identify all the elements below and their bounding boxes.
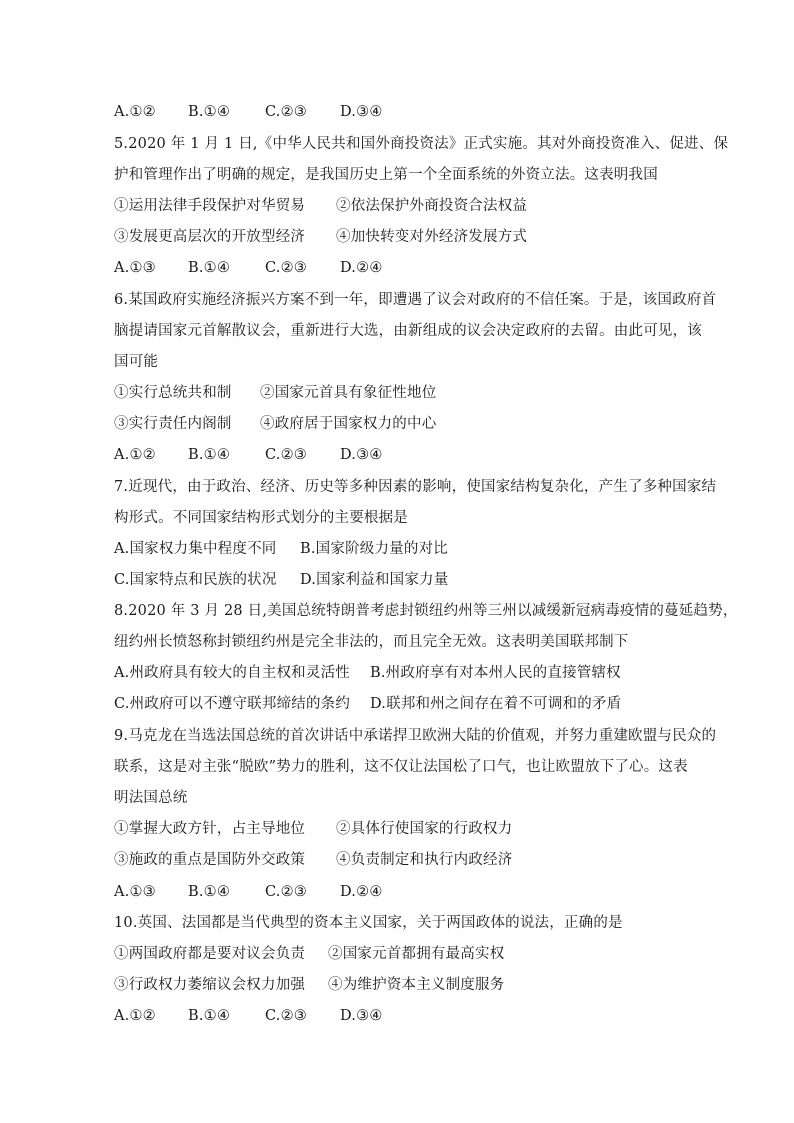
q6-statements-row-2 bbox=[114, 414, 436, 434]
q4-option-a: A.①② bbox=[114, 104, 156, 120]
q10-statement-3: ③行政权力萎缩议会权力加强 bbox=[114, 977, 306, 993]
q6-statement-2: ②国家元首具有象征性地位 bbox=[260, 385, 437, 401]
q9-option-b: B.①④ bbox=[188, 884, 231, 900]
q6-statements-row-1 bbox=[114, 383, 436, 403]
q10-statement-2: ②国家元首都拥有最高实权 bbox=[328, 946, 505, 962]
q7-option-b: B.国家阶级力量的对比 bbox=[300, 541, 448, 557]
q9-options bbox=[114, 882, 410, 902]
q8-options-row-2 bbox=[114, 694, 621, 714]
q5-statement-4: ④加快转变对外经济发展方式 bbox=[336, 229, 528, 245]
q5-option-d: D.②④ bbox=[340, 260, 383, 276]
q5-statements-row-2 bbox=[114, 227, 527, 247]
q7-option-d: D.国家利益和国家力量 bbox=[300, 572, 449, 588]
q10-option-c: C.②③ bbox=[265, 1008, 307, 1024]
q4-option-b: B.①④ bbox=[188, 104, 231, 120]
q10-options bbox=[114, 1006, 410, 1026]
q9-option-a: A.①③ bbox=[114, 884, 156, 900]
q8-option-b: B.州政府享有对本州人民的直接管辖权 bbox=[370, 665, 621, 681]
q4-option-d: D.③④ bbox=[340, 104, 383, 120]
q9-stem-line-2: 联系，这是对主张“脱欧”势力的胜利，这不仅让法国松了口气，也让欧盟放下了心。这表 bbox=[114, 759, 688, 775]
q10-stem-line-1: 10.英国、法国都是当代典型的资本主义国家，关于两国政体的说法，正确的是 bbox=[114, 915, 623, 931]
q8-stem-line-2: 纽约州长愤怒称封锁纽约州是完全非法的，而且完全无效。这表明美国联邦制下 bbox=[114, 634, 629, 650]
q9-statements-row-2 bbox=[114, 850, 512, 870]
q9-stem-line-1: 9.马克龙在当选法国总统的首次讲话中承诺捍卫欧洲大陆的价值观，并努力重建欧盟与民众的 bbox=[114, 728, 717, 744]
q5-stem-line-1: 5.2020 年 1 月 1 日,《中华人民共和国外商投资法》正式实施。其对外商投资准入、促进、保 bbox=[114, 136, 729, 152]
q7-option-a: A.国家权力集中程度不同 bbox=[114, 541, 277, 557]
q10-statements-row-1 bbox=[114, 944, 504, 964]
q4-option-c: C.②③ bbox=[265, 104, 307, 120]
q6-option-d: D.③④ bbox=[340, 447, 383, 463]
q6-statement-4: ④政府居于国家权力的中心 bbox=[260, 416, 437, 432]
q7-options-row-2 bbox=[114, 570, 448, 590]
q4-options bbox=[114, 102, 410, 122]
q9-statements-row-1 bbox=[114, 819, 512, 839]
q8-stem-line-1: 8.2020 年 3 月 28 日,美国总统特朗普考虑封锁纽约州等三州以减缓新冠病毒疫情的蔓延趋势， bbox=[114, 603, 738, 619]
q6-statement-1: ①实行总统共和制 bbox=[114, 385, 232, 401]
q6-stem-line-1: 6.某国政府实施经济振兴方案不到一年，即遭遇了议会对政府的不信任案。于是，该国政府首 bbox=[114, 292, 717, 308]
q9-option-d: D.②④ bbox=[340, 884, 383, 900]
q9-stem-line-3: 明法国总统 bbox=[114, 790, 188, 806]
q7-stem-line-1: 7.近现代，由于政治、经济、历史等多种因素的影响，使国家结构复杂化，产生了多种国家结 bbox=[114, 479, 717, 495]
q6-option-b: B.①④ bbox=[188, 447, 231, 463]
q10-statement-1: ①两国政府都是要对议会负责 bbox=[114, 946, 306, 962]
q6-stem-line-3: 国可能 bbox=[114, 354, 159, 370]
q9-statement-2: ②具体行使国家的行政权力 bbox=[336, 821, 513, 837]
q9-statement-4: ④负责制定和执行内政经济 bbox=[336, 852, 513, 868]
q9-statement-1: ①掌握大政方针，占主导地位 bbox=[114, 821, 306, 837]
q6-option-c: C.②③ bbox=[265, 447, 307, 463]
q10-option-b: B.①④ bbox=[188, 1008, 231, 1024]
q6-statement-3: ③实行责任内阁制 bbox=[114, 416, 232, 432]
q9-statement-3: ③施政的重点是国防外交政策 bbox=[114, 852, 306, 868]
q8-option-a: A.州政府具有较大的自主权和灵活性 bbox=[114, 665, 350, 681]
q5-option-b: B.①④ bbox=[188, 260, 231, 276]
q5-option-c: C.②③ bbox=[265, 260, 307, 276]
q7-stem-line-2: 构形式。不同国家结构形式划分的主要根据是 bbox=[114, 510, 408, 526]
q10-option-a: A.①② bbox=[114, 1008, 156, 1024]
q5-option-a: A.①③ bbox=[114, 260, 156, 276]
q6-stem-line-2: 脑提请国家元首解散议会，重新进行大选，由新组成的议会决定政府的去留。由此可见，该 bbox=[114, 323, 702, 339]
q5-statement-1: ①运用法律手段保护对华贸易 bbox=[114, 198, 306, 214]
q5-options bbox=[114, 258, 410, 278]
q10-statement-4: ④为维护资本主义制度服务 bbox=[328, 977, 505, 993]
q7-options-row-1 bbox=[114, 539, 448, 559]
q7-option-c: C.国家特点和民族的状况 bbox=[114, 572, 277, 588]
q8-options-row-1 bbox=[114, 663, 621, 683]
q5-statements-row-1 bbox=[114, 196, 527, 216]
q8-option-d: D.联邦和州之间存在着不可调和的矛盾 bbox=[370, 696, 622, 712]
q10-option-d: D.③④ bbox=[340, 1008, 383, 1024]
q5-statement-2: ②依法保护外商投资合法权益 bbox=[336, 198, 528, 214]
q6-option-a: A.①② bbox=[114, 447, 156, 463]
q9-option-c: C.②③ bbox=[265, 884, 307, 900]
q5-statement-3: ③发展更高层次的开放型经济 bbox=[114, 229, 306, 245]
q5-stem-line-2: 护和管理作出了明确的规定，是我国历史上第一个全面系统的外资立法。这表明我国 bbox=[114, 167, 658, 183]
q10-statements-row-2 bbox=[114, 975, 504, 995]
q8-option-c: C.州政府可以不遵守联邦缔结的条约 bbox=[114, 696, 351, 712]
q6-options bbox=[114, 445, 410, 465]
